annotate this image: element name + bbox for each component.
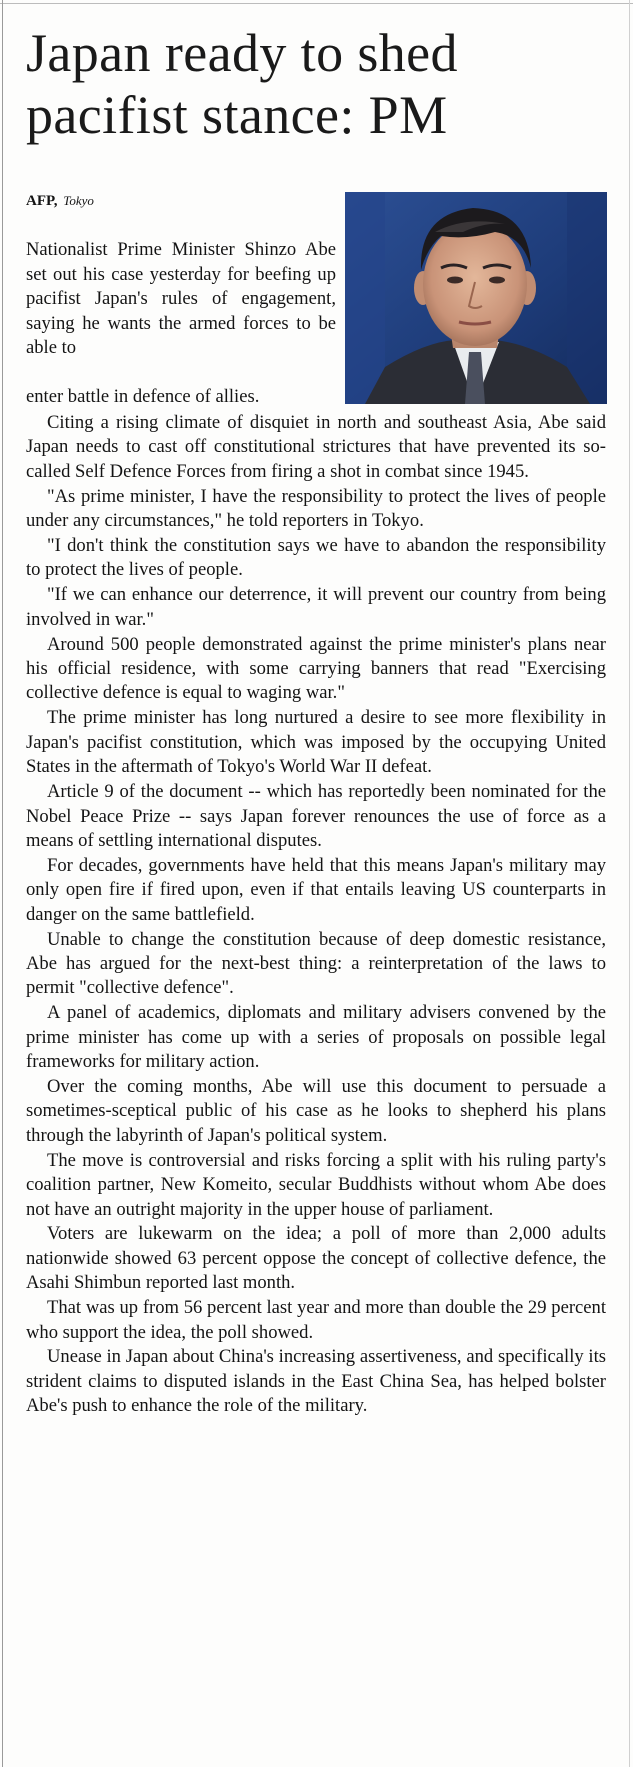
article-body	[26, 411, 606, 1419]
headline: Japan ready to shed pacifist stance: PM	[26, 23, 458, 145]
right-column-rule	[629, 0, 630, 1767]
body-paragraph: Unease in Japan about China's increasing assertiveness, and specifically its strident claims to disputed islands in the East China Sea, has helped bolster Abe's push to enhance the role of the military.	[26, 1346, 606, 1417]
body-paragraph: The prime minister has long nurtured a desire to see more flexibility in Japan's pacifist constitution, which was imposed by the occupying United States in the aftermath of Tokyo's World War II defeat.	[26, 707, 606, 778]
body-paragraph: For decades, governments have held that this means Japan's military may only open fire if fired upon, even if that entails leaving US counterparts in danger on the same battlefield.	[26, 854, 606, 925]
body-paragraph: Article 9 of the document -- which has reportedly been nominated for the Nobel Peace Prize -- says Japan forever renounces the use of force as a means of settling international disputes.	[26, 781, 606, 851]
lead-paragraph-last-line: enter battle in defence of allies.	[26, 386, 260, 407]
body-paragraph: "I don't think the constitution says we have to abandon the responsibility to protect the lives of people.	[26, 535, 606, 581]
body-paragraph: "As prime minister, I have the responsibility to protect the lives of people under any circumstances," he told reporters in Tokyo.	[26, 485, 606, 532]
body-paragraph: Voters are lukewarm on the idea; a poll of more than 2,000 adults nationwide showed 63 percent oppose the concept of collective defence, the Asahi Shimbun reported last month.	[26, 1223, 606, 1294]
body-paragraph: "If we can enhance our deterrence, it will prevent our country from being involved in war."	[26, 584, 606, 630]
body-paragraph: Citing a rising climate of disquiet in north and southeast Asia, Abe said Japan needs to cast off constitutional strictures that have prevented its so-called Self Defence Forces from firing a shot in combat since 1945.	[26, 412, 606, 482]
body-paragraph: A panel of academics, diplomats and military advisers convened by the prime minister has come up with a series of proposals on possible legal frameworks for military action.	[26, 1002, 606, 1073]
byline-agency: AFP,	[26, 193, 58, 209]
left-column-rule	[2, 0, 3, 1767]
portrait-photo	[345, 192, 607, 404]
byline	[26, 192, 94, 210]
lead-paragraph: Nationalist Prime Minister Shinzo Abe set out his case yesterday for beefing up pacifist Japan's rules of engagement, saying he wants the armed forces to be able to	[26, 239, 336, 358]
body-paragraph: Around 500 people demonstrated against the prime minister's plans near his official residence, with some carrying banners that read "Exercising collective defence is equal to waging war."	[26, 633, 606, 704]
portrait-photo-image	[345, 192, 607, 404]
top-border-rule	[0, 3, 633, 4]
body-paragraph: Over the coming months, Abe will use this document to persuade a sometimes-sceptical public of his case as he looks to shepherd his plans through the labyrinth of Japan's political system.	[26, 1075, 606, 1146]
body-paragraph: The move is controversial and risks forcing a split with his ruling party's coalition partner, New Komeito, secular Buddhists without whom Abe does not have an outright majority in the upper house of parliament.	[26, 1149, 606, 1220]
body-paragraph: Unable to change the constitution because of deep domestic resistance, Abe has argued for the next-best thing: a reinterpretation of the laws to permit "collective defence".	[26, 928, 606, 999]
body-paragraph: That was up from 56 percent last year and more than double the 29 percent who support the idea, the poll showed.	[26, 1297, 606, 1343]
byline-dateline: Tokyo	[63, 193, 94, 208]
